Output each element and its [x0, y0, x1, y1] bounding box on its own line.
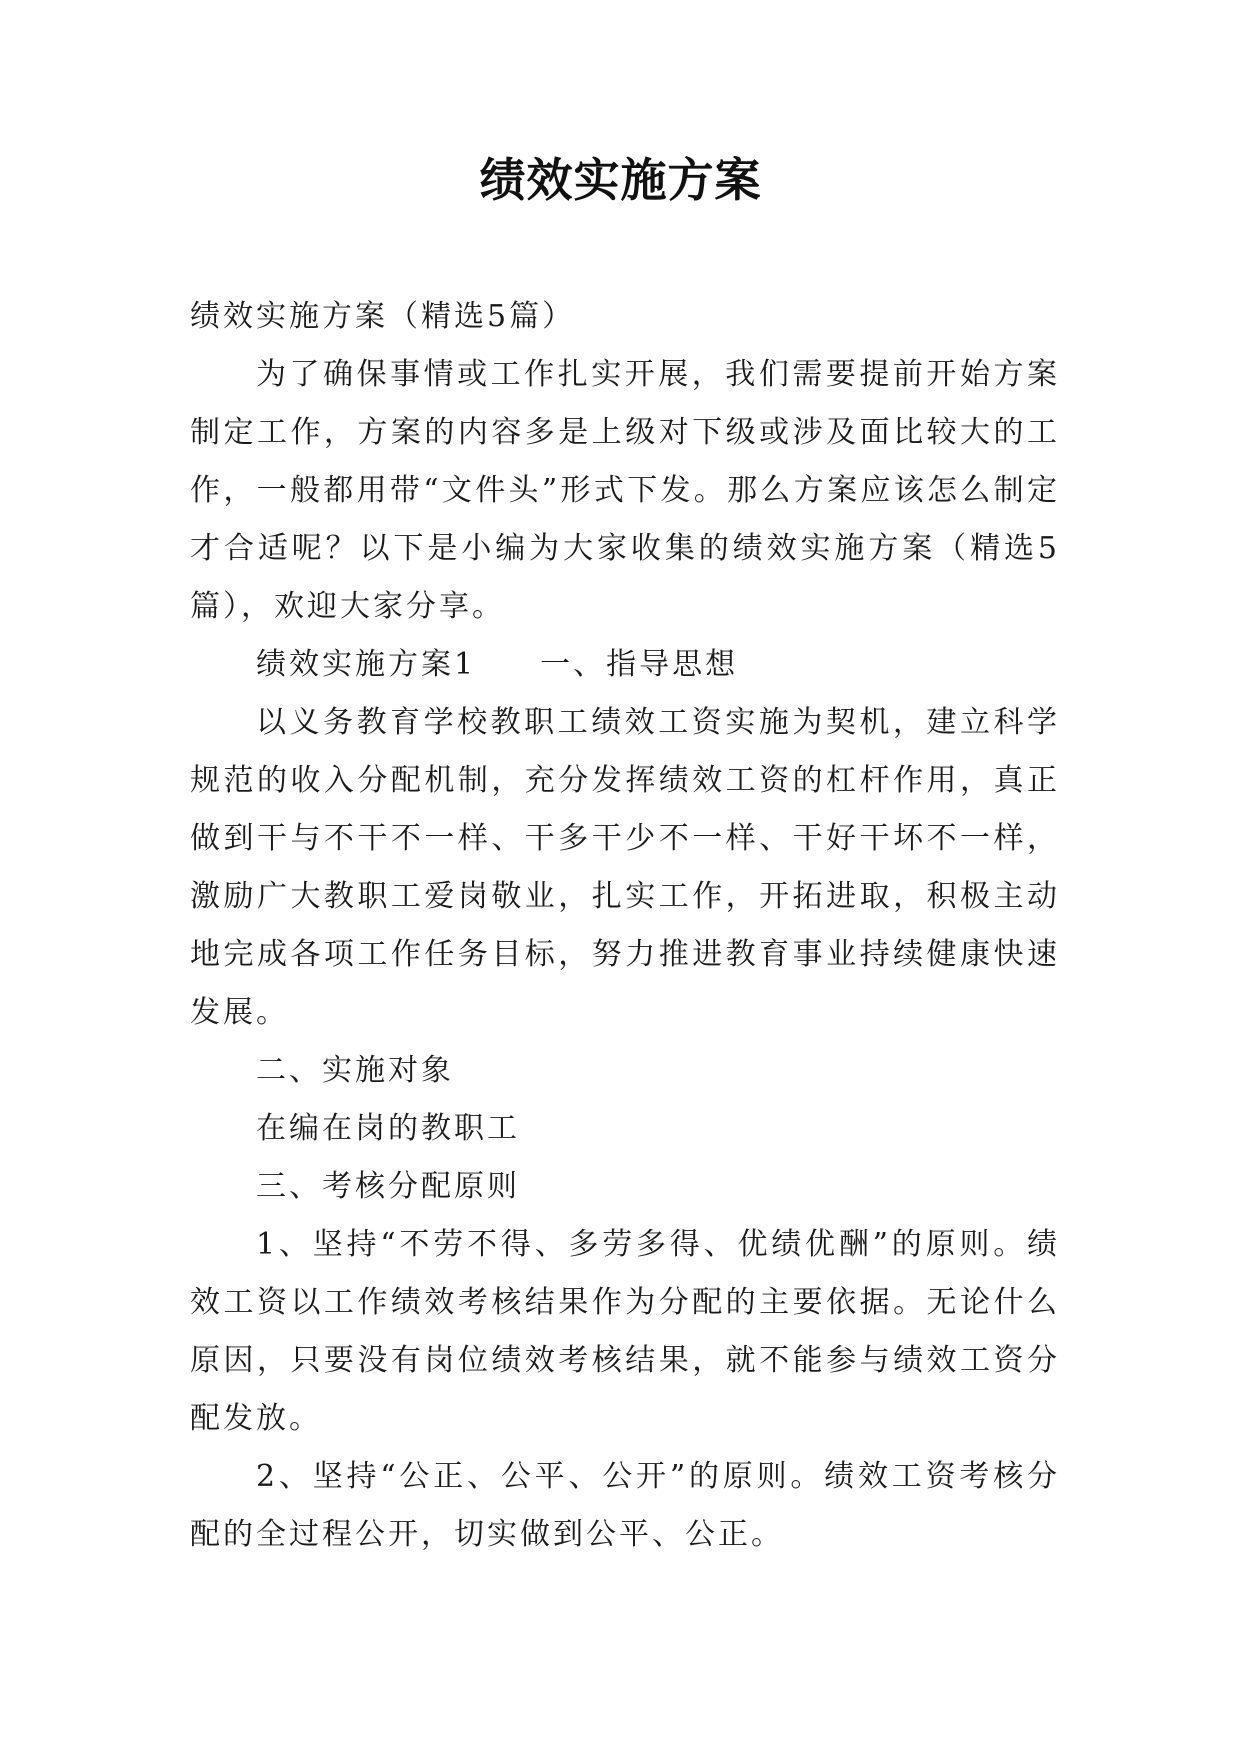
principle-1-paragraph: 1、坚持“不劳不得、多劳多得、优绩优酬”的原则。绩效工资以工作绩效考核结果作为分配的主要依据。无论什么原因，只要没有岗位绩效考核结果，就不能参与绩效工资分配发放。: [190, 1227, 1060, 1436]
implementation-target-heading: 二、实施对象: [256, 1053, 454, 1088]
implementation-target-paragraph: 在编在岗的教职工: [256, 1111, 520, 1146]
section-heading-part1: 绩效实施方案1: [256, 647, 477, 682]
principles-heading: 三、考核分配原则: [256, 1169, 520, 1204]
principle-2-paragraph: 2、坚持“公正、公平、公开”的原则。绩效工资考核分配的全过程公开，切实做到公平、公正。: [190, 1459, 1060, 1552]
intro-paragraph: 为了确保事情或工作扎实开展，我们需要提前开始方案制定工作，方案的内容多是上级对下级或涉及面比较大的工作，一般都用带“文件头”形式下发。那么方案应该怎么制定才合适呢？以下是小编为大家收集的绩效实施方案（精选5篇），欢迎大家分享。: [190, 357, 1060, 624]
section-heading: [190, 636, 1060, 694]
page-title: 绩效实施方案: [479, 153, 762, 207]
document-body: [190, 288, 1060, 1564]
section-heading-part2: 一、指导思想: [540, 647, 739, 682]
subtitle-paragraph: 绩效实施方案（精选5篇）: [190, 299, 576, 334]
guiding-ideology-paragraph: 以义务教育学校教职工绩效工资实施为契机，建立科学规范的收入分配机制，充分发挥绩效工资的杠杆作用，真正做到干与不干不一样、干多干少不一样、干好干坏不一样，激励广大教职工爱岗敬业，扎实工作，开拓进取，积极主动地完成各项工作任务目标，努力推进教育事业持续健康快速发展。: [190, 705, 1060, 1030]
